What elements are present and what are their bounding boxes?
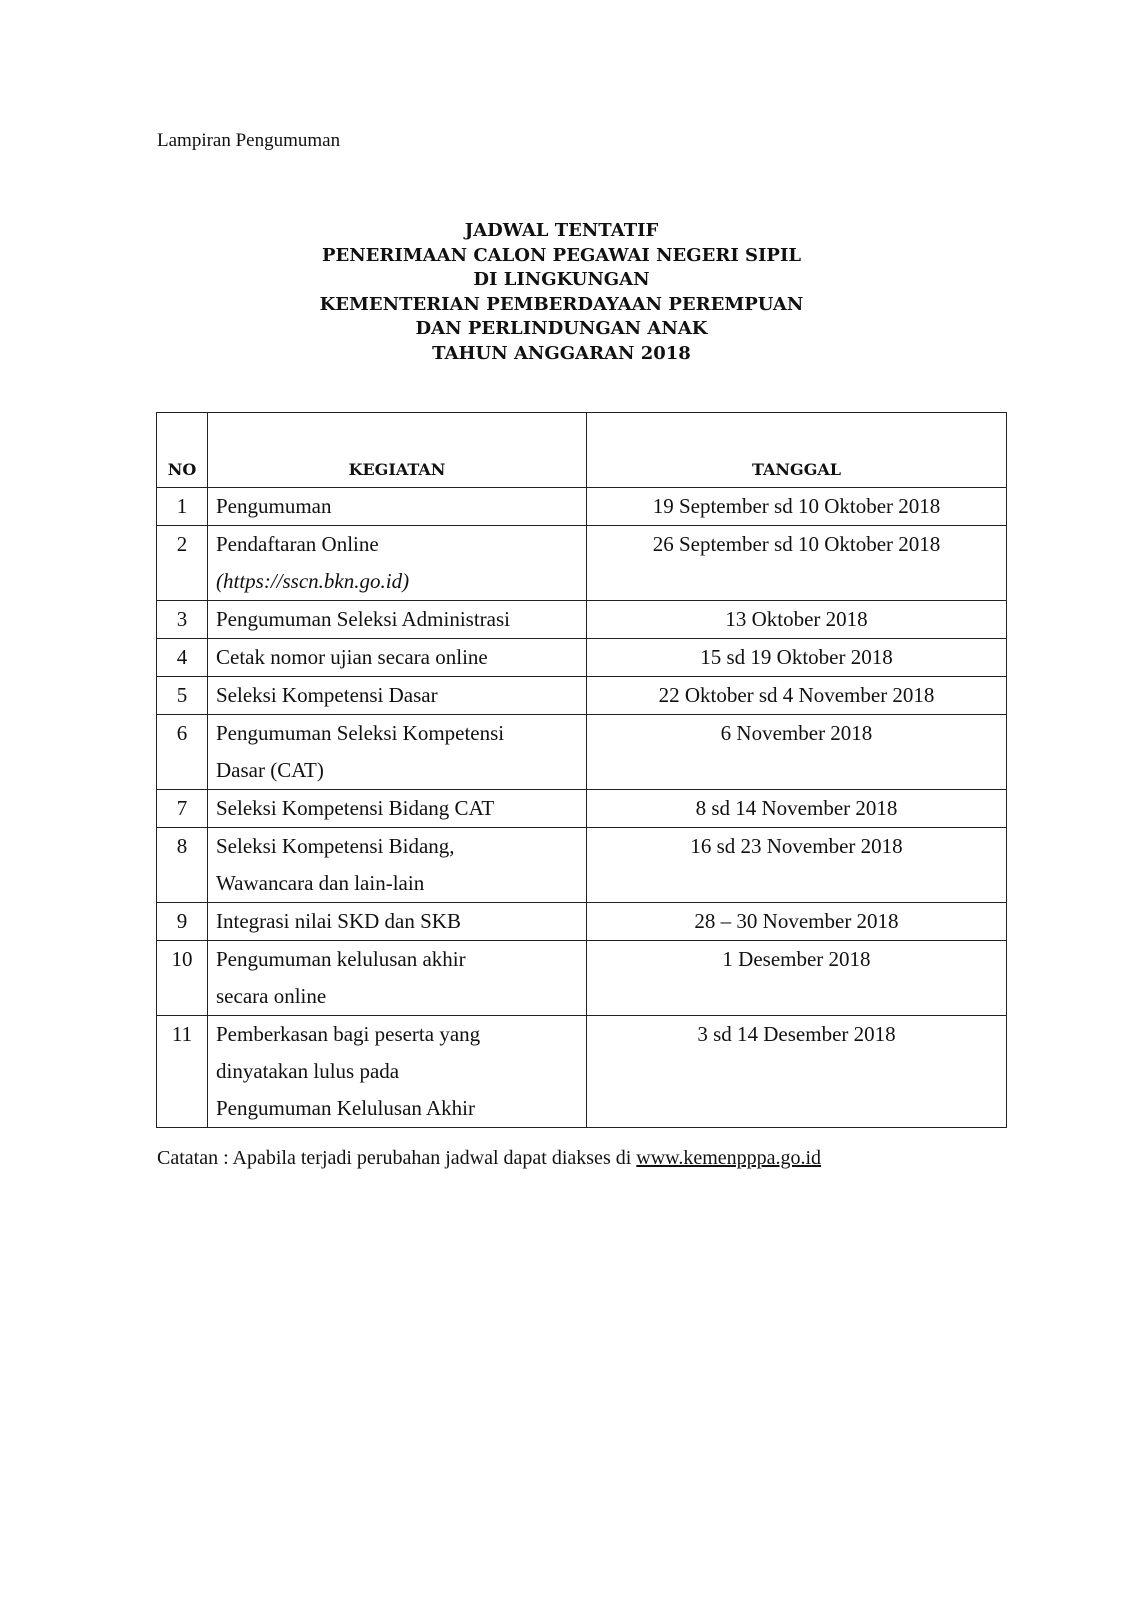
- table-row: [157, 941, 1007, 1016]
- kegiatan-line: Dasar (CAT): [216, 758, 324, 782]
- cell-no: 1: [157, 488, 208, 526]
- kegiatan-line: Pengumuman kelulusan akhir: [216, 947, 466, 971]
- cell-no: 6: [157, 715, 208, 790]
- kegiatan-line: Cetak nomor ujian secara online: [216, 645, 488, 669]
- cell-tanggal: 3 sd 14 Desember 2018: [587, 1016, 1007, 1128]
- cell-no: 10: [157, 941, 208, 1016]
- cell-kegiatan: [208, 677, 587, 715]
- title-line: KEMENTERIAN PEMBERDAYAAN PEREMPUAN: [319, 293, 804, 315]
- kegiatan-line: Pengumuman Seleksi Administrasi: [216, 607, 510, 631]
- attachment-label: Lampiran Pengumuman: [157, 130, 341, 151]
- table-row: [157, 828, 1007, 903]
- table-row: [157, 903, 1007, 941]
- header-tanggal: TANGGAL: [587, 413, 1007, 488]
- note-text: Catatan : Apabila terjadi perubahan jadwal dapat diakses di: [157, 1147, 637, 1169]
- kegiatan-line: Pemberkasan bagi peserta yang: [216, 1022, 481, 1046]
- cell-kegiatan: [208, 1016, 587, 1128]
- kegiatan-line: Seleksi Kompetensi Bidang CAT: [216, 796, 495, 820]
- kegiatan-line: Pengumuman: [216, 494, 332, 518]
- document-title: [0, 219, 1123, 366]
- cell-tanggal: 28 – 30 November 2018: [587, 903, 1007, 941]
- kegiatan-line: Integrasi nilai SKD dan SKB: [216, 909, 461, 933]
- cell-tanggal: 19 September sd 10 Oktober 2018: [587, 488, 1007, 526]
- cell-tanggal: 15 sd 19 Oktober 2018: [587, 639, 1007, 677]
- kegiatan-line: Pengumuman Seleksi Kompetensi: [216, 721, 505, 745]
- cell-kegiatan: [208, 601, 587, 639]
- cell-tanggal: 8 sd 14 November 2018: [587, 790, 1007, 828]
- kegiatan-line: Pengumuman Kelulusan Akhir: [216, 1096, 475, 1120]
- cell-tanggal: 1 Desember 2018: [587, 941, 1007, 1016]
- table-row: [157, 715, 1007, 790]
- cell-no: 11: [157, 1016, 208, 1128]
- cell-kegiatan: [208, 715, 587, 790]
- title-line: DI LINGKUNGAN: [473, 269, 650, 290]
- table-header-row: [157, 413, 1007, 488]
- table-row: [157, 639, 1007, 677]
- cell-no: 4: [157, 639, 208, 677]
- cell-no: 5: [157, 677, 208, 715]
- header-no: NO: [157, 413, 208, 488]
- kegiatan-line: secara online: [216, 984, 327, 1008]
- cell-no: 8: [157, 828, 208, 903]
- cell-tanggal: 16 sd 23 November 2018: [587, 828, 1007, 903]
- title-line: JADWAL TENTATIF: [464, 220, 659, 241]
- schedule-table: [156, 412, 1007, 1128]
- cell-no: 9: [157, 903, 208, 941]
- title-line: TAHUN ANGGARAN 2018: [432, 342, 691, 364]
- kegiatan-line: dinyatakan lulus pada: [216, 1059, 400, 1083]
- cell-kegiatan: [208, 790, 587, 828]
- cell-tanggal: 22 Oktober sd 4 November 2018: [587, 677, 1007, 715]
- cell-kegiatan: [208, 903, 587, 941]
- cell-kegiatan: [208, 828, 587, 903]
- table-row: [157, 677, 1007, 715]
- table-row: [157, 601, 1007, 639]
- title-line: PENERIMAAN CALON PEGAWAI NEGERI SIPIL: [321, 244, 802, 266]
- table-row: [157, 488, 1007, 526]
- kegiatan-url: (https://sscn.bkn.go.id): [216, 569, 410, 593]
- cell-kegiatan: [208, 639, 587, 677]
- cell-no: 2: [157, 526, 208, 601]
- cell-tanggal: 26 September sd 10 Oktober 2018: [587, 526, 1007, 601]
- website-link[interactable]: www.kemenpppa.go.id: [636, 1147, 822, 1169]
- kegiatan-line: Seleksi Kompetensi Bidang,: [216, 834, 455, 858]
- cell-no: 3: [157, 601, 208, 639]
- table-row: [157, 526, 1007, 601]
- cell-tanggal: 6 November 2018: [587, 715, 1007, 790]
- kegiatan-line: Wawancara dan lain-lain: [216, 871, 425, 895]
- header-kegiatan: KEGIATAN: [208, 413, 587, 488]
- cell-no: 7: [157, 790, 208, 828]
- table-row: [157, 1016, 1007, 1128]
- table-row: [157, 790, 1007, 828]
- kegiatan-line: Pendaftaran Online: [216, 532, 379, 556]
- cell-kegiatan: [208, 526, 587, 601]
- cell-kegiatan: [208, 941, 587, 1016]
- cell-kegiatan: [208, 488, 587, 526]
- kegiatan-line: Seleksi Kompetensi Dasar: [216, 683, 438, 707]
- title-line: DAN PERLINDUNGAN ANAK: [415, 318, 708, 339]
- note: [157, 1147, 821, 1170]
- cell-tanggal: 13 Oktober 2018: [587, 601, 1007, 639]
